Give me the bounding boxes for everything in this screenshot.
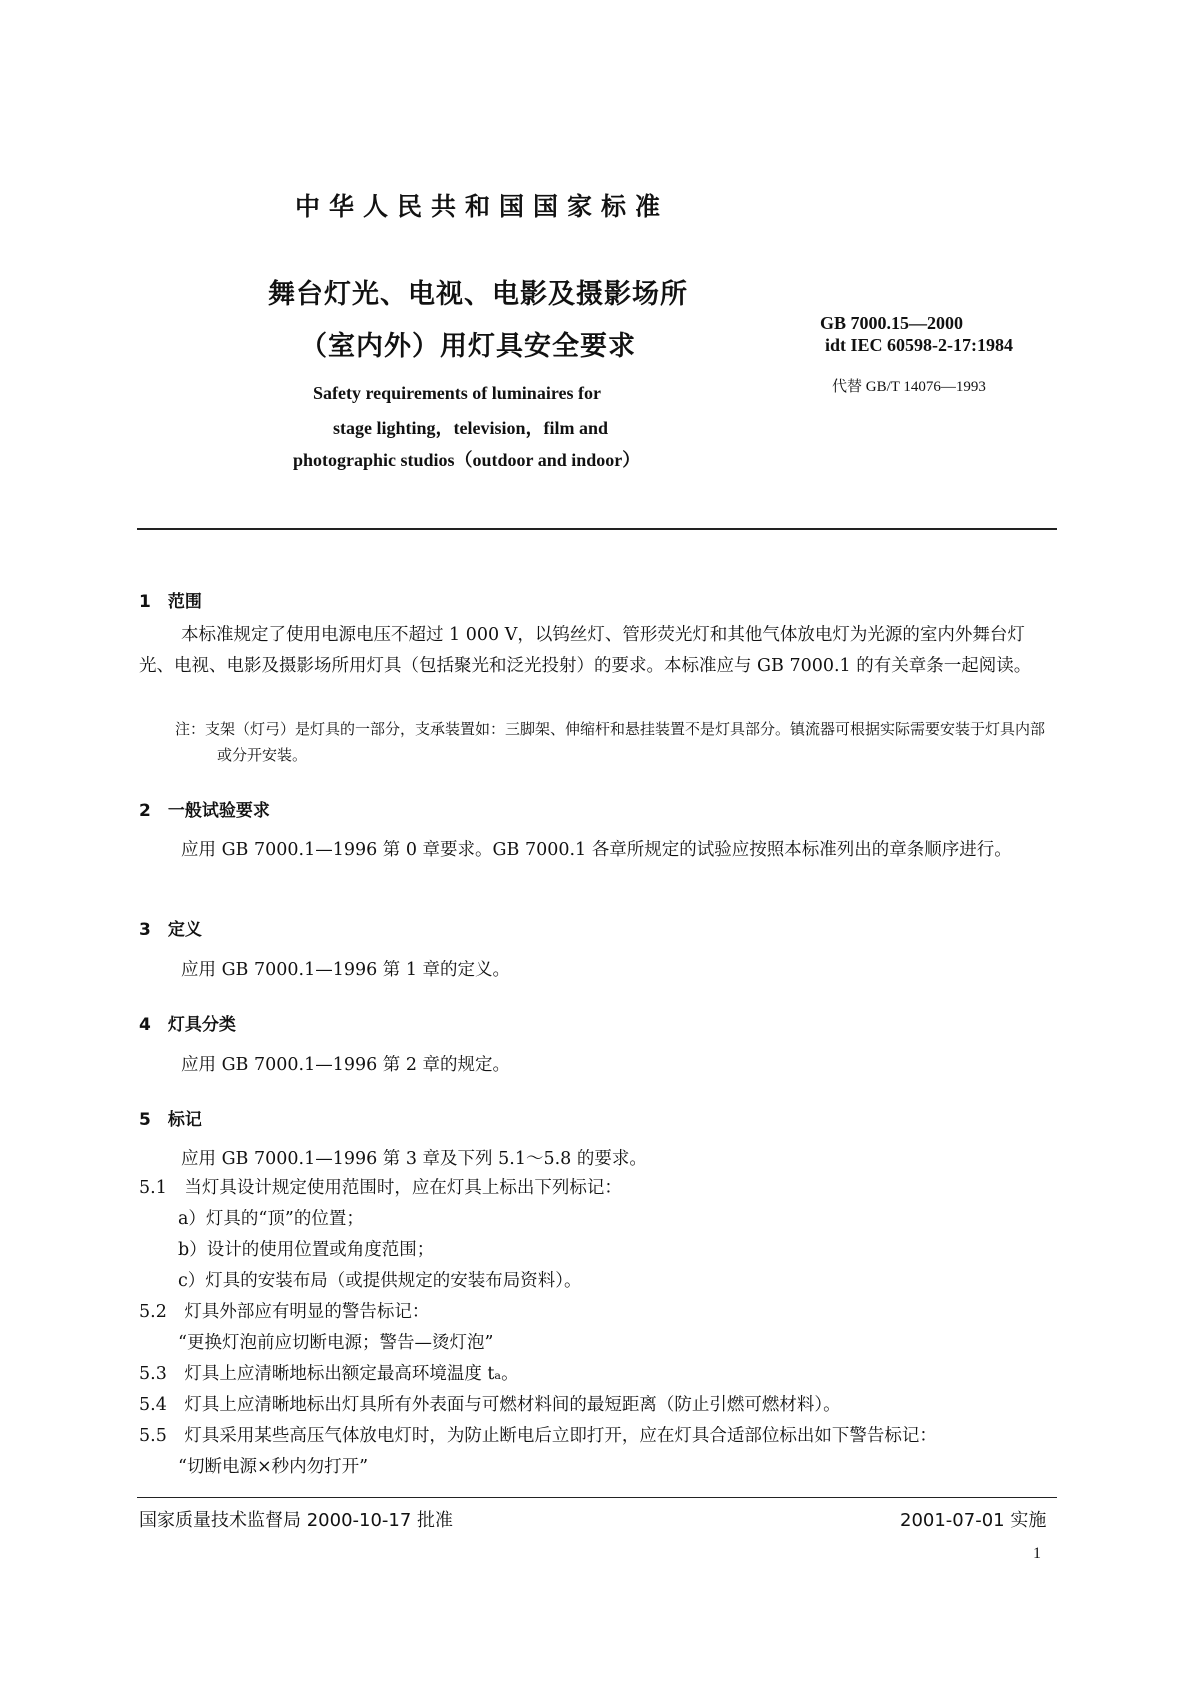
header-divider <box>137 528 1057 530</box>
clause-5-5-quote: “切断电源×秒内勿打开” <box>178 1457 369 1477</box>
clause-5-1: 5.1 当灯具设计规定使用范围时，应在灯具上标出下列标记： <box>139 1178 622 1198</box>
section-4-title: 4 灯具分类 <box>139 1015 236 1035</box>
footer-divider <box>137 1497 1057 1498</box>
clause-5-5: 5.5 灯具采用某些高压气体放电灯时，为防止断电后立即打开，应在灯具合适部位标出如下警告标记： <box>139 1426 937 1446</box>
title-chinese-line1: 舞台灯光、电视、电影及摄影场所 <box>268 279 688 310</box>
effective-date: 2001-07-01 实施 <box>900 1510 1047 1531</box>
section-2-title: 2 一般试验要求 <box>139 801 270 821</box>
clause-5-1-c: c）灯具的安装布局（或提供规定的安装布局资料）。 <box>178 1271 582 1291</box>
section-5-title: 5 标记 <box>139 1110 202 1130</box>
page-number: 1 <box>1033 1545 1041 1562</box>
section-1-note-text: 注：支架（灯弓）是灯具的一部分，支承装置如：三脚架、伸缩杆和悬挂装置不是灯具部分。镇流器可根据实际需要安装于灯具内部或分开安装。 <box>175 720 1046 764</box>
section-4-paragraph: 应用 GB 7000.1—1996 第 2 章的规定。 <box>181 1055 511 1075</box>
title-english-line1: Safety requirements of luminaires for <box>313 383 601 403</box>
section-5-paragraph: 应用 GB 7000.1—1996 第 3 章及下列 5.1～5.8 的要求。 <box>181 1149 647 1169</box>
title-english-line2: stage lighting，television，film and <box>333 418 609 438</box>
clause-5-2-quote: “更换灯泡前应切断电源；警告—烫灯泡” <box>178 1333 494 1353</box>
section-1-note <box>139 716 1057 768</box>
approval-date: 国家质量技术监督局 2000-10-17 批准 <box>139 1510 454 1531</box>
clause-5-4: 5.4 灯具上应清晰地标出灯具所有外表面与可燃材料间的最短距离（防止引燃可燃材料）。 <box>139 1395 841 1415</box>
clause-5-1-a: a）灯具的“顶”的位置； <box>178 1209 364 1229</box>
clause-5-2: 5.2 灯具外部应有明显的警告标记： <box>139 1302 430 1322</box>
title-chinese-line2: （室内外）用灯具安全要求 <box>300 331 636 362</box>
clause-5-3: 5.3 灯具上应清晰地标出额定最高环境温度 tₐ。 <box>139 1364 519 1384</box>
section-1-title: 1 范围 <box>139 592 202 612</box>
section-2-paragraph: 应用 GB 7000.1—1996 第 0 章要求。GB 7000.1 各章所规定的试验应按照本标准列出的章条顺序进行。 <box>181 840 1012 860</box>
replaces-standard: 代替 GB/T 14076—1993 <box>832 379 986 395</box>
section-3-paragraph: 应用 GB 7000.1—1996 第 1 章的定义。 <box>181 960 511 980</box>
idt-reference: idt IEC 60598-2-17:1984 <box>825 335 1013 355</box>
section-3-title: 3 定义 <box>139 920 202 940</box>
national-standard-heading: 中华人民共和国国家标准 <box>295 192 670 221</box>
standard-code: GB 7000.15—2000 <box>820 313 964 333</box>
clause-5-1-b: b）设计的使用位置或角度范围； <box>178 1240 435 1260</box>
title-english-line3: photographic studios（outdoor and indoor） <box>293 450 641 470</box>
section-1-paragraph: 本标准规定了使用电源电压不超过 1 000 V，以钨丝灯、管形荧光灯和其他气体放电灯为光源的室内外舞台灯光、电视、电影及摄影场所用灯具（包括聚光和泛光投射）的要求。本标准应与 GB 7000.1 的有关章条一起阅读。 <box>139 625 1032 676</box>
